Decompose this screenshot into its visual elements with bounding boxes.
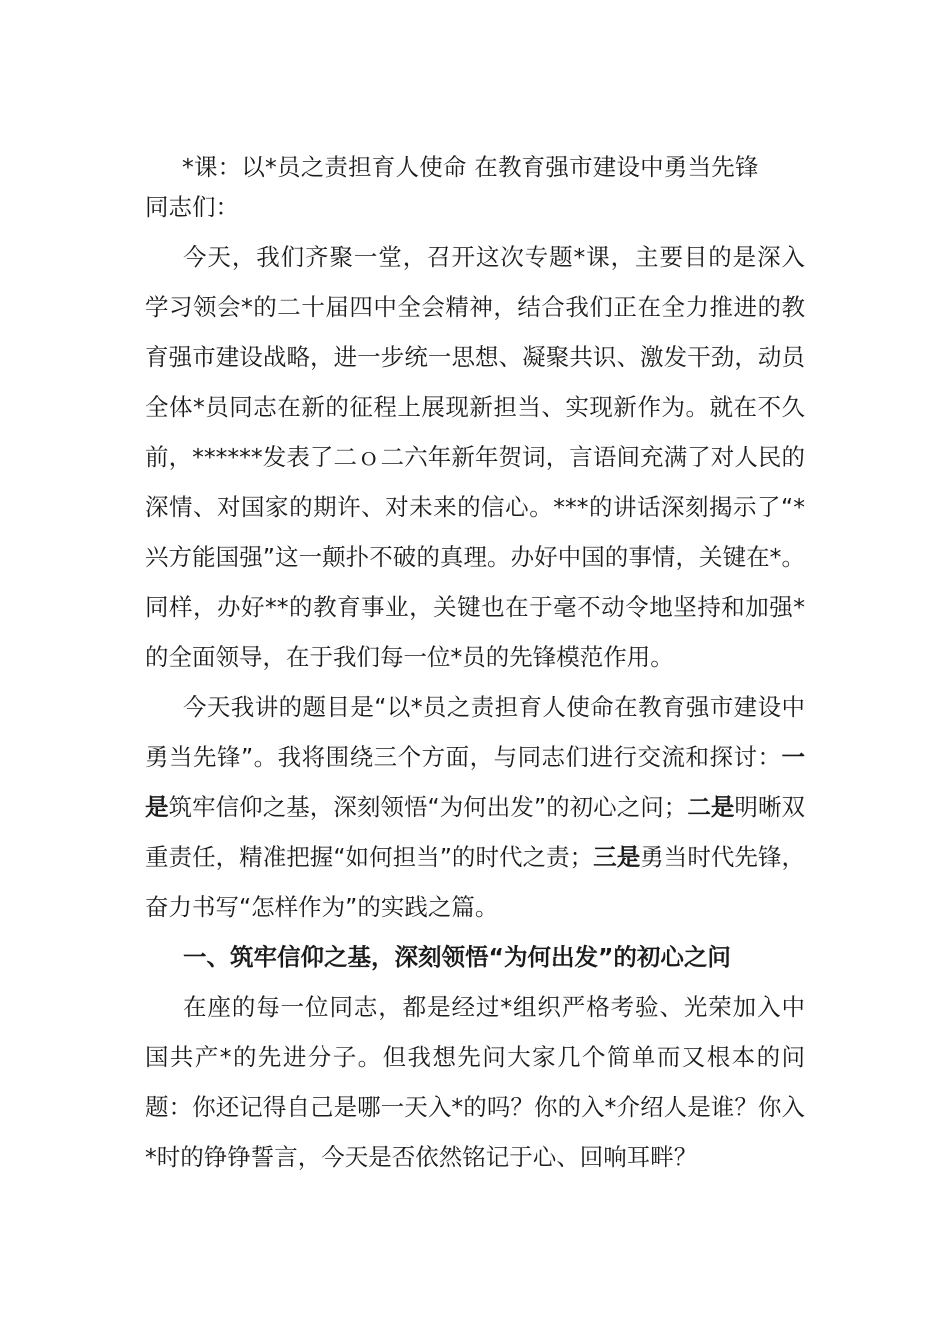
outline-point-3: 勇当时代先锋，奋力书写“怎样作为”的实践之篇。 <box>145 843 805 921</box>
salutation: 同志们： <box>145 193 239 221</box>
outline-intro: 今天我讲的题目是“以*员之责担育人使命在教育强市建设中勇当先锋”。我将围绕三个方面，与同志们进行交流和探讨： <box>145 693 805 771</box>
outline-point-2: 明晰双重责任，精准把握“如何担当”的时代之责； <box>145 793 806 871</box>
document-body <box>145 182 805 1182</box>
paragraph-outline <box>145 682 805 932</box>
outline-keyword-1: 一是 <box>145 743 805 821</box>
paragraph-questions: 在座的每一位同志，都是经过*组织严格考验、光荣加入中国共产*的先进分子。但我想先问大家几个简单而又根本的问题：你还记得自己是哪一天入*的吗？你的入*介绍人是谁？你入*时的铮铮誓言，今天是否依然铭记于心、回响耳畔？ <box>145 993 805 1171</box>
section-heading-1: 一、筑牢信仰之基，深刻领悟“为何出发”的初心之问 <box>183 943 731 971</box>
outline-keyword-2: 二是 <box>687 793 735 821</box>
outline-keyword-3: 三是 <box>593 843 641 871</box>
outline-point-1: 筑牢信仰之基，深刻领悟“为何出发”的初心之问； <box>168 793 688 821</box>
document-title: *课：以*员之责担育人使命 在教育强市建设中勇当先锋 <box>182 153 759 181</box>
paragraph-intro: 今天，我们齐聚一堂，召开这次专题*课，主要目的是深入学习领会*的二十届四中全会精神，结合我们正在全力推进的教育强市建设战略，进一步统一思想、凝聚共识、激发干劲，动员全体*员同志在新的征程上展现新担当、实现新作为。就在不久前，******发表了二ｏ二六年新年贺词，言语间充满了对人民的深情、对国家的期许、对未来的信心。***的讲话深刻揭示了“*兴方能国强”这一颠扑不破的真理。办好中国的事情，关键在*。同样，办好**的教育事业，关键也在于毫不动令地坚持和加强*的全面领导，在于我们每一位*员的先锋模范作用。 <box>145 243 805 671</box>
